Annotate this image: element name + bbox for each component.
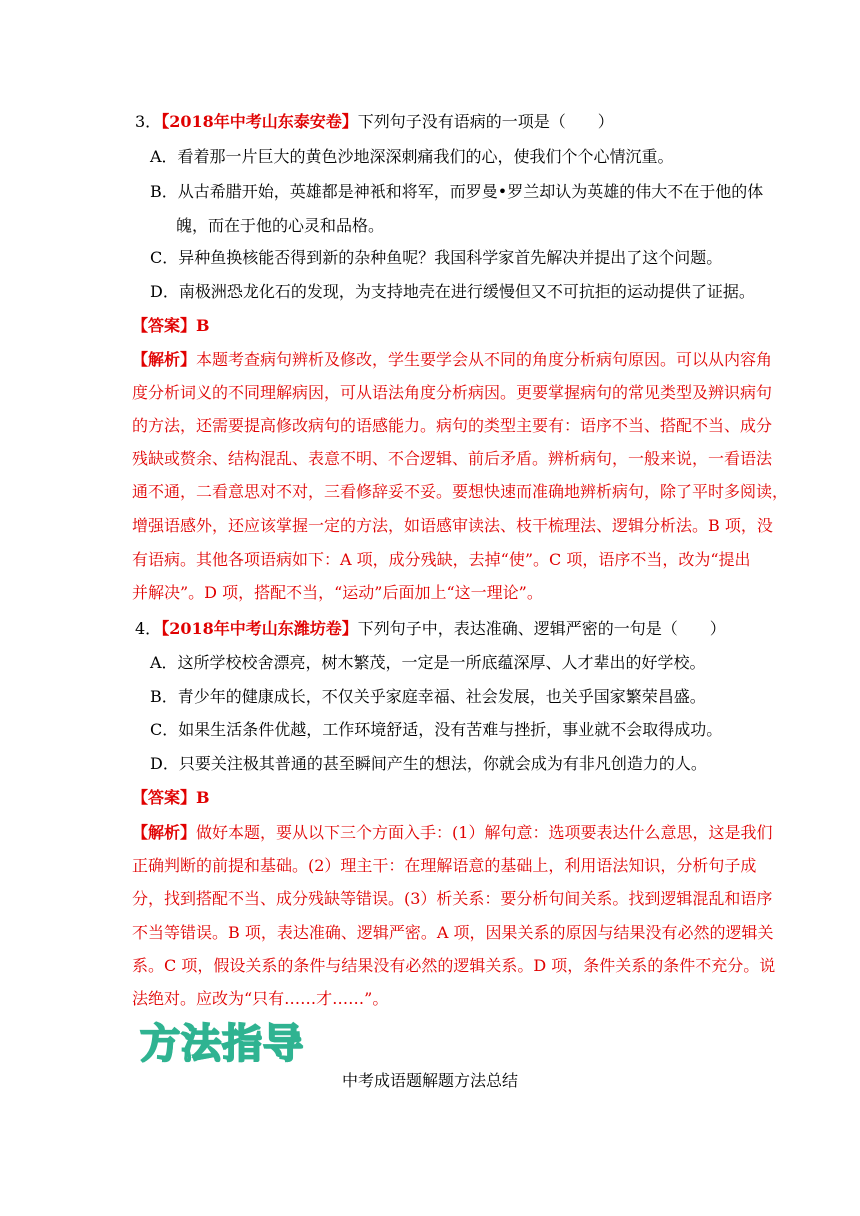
analysis-line: 系。C 项，假设关系的条件与结果没有必然的逻辑关系。D 项，条件关系的条件不充分。说 [132, 956, 776, 975]
question-3-stem [135, 112, 614, 132]
section-title: 中考成语题解题方法总结 [341, 1071, 518, 1090]
option-a: A．这所学校校舍漂亮，树木繁茂，一定是一所底蕴深厚、人才辈出的好学校。 [150, 653, 706, 672]
question-4-stem [135, 619, 726, 639]
option-a: A．看着那一片巨大的黄色沙地深深刺痛我们的心，使我们个个心情沉重。 [150, 147, 674, 166]
analysis-line: 【解析】本题考查病句辨析及修改，学生要学会从不同的角度分析病句原因。可以从内容角 [132, 350, 773, 369]
analysis-line: 法绝对。应改为“只有……才……”。 [132, 989, 389, 1008]
option-b: B．青少年的健康成长，不仅关乎家庭幸福、社会发展，也关乎国家繁荣昌盛。 [150, 687, 706, 706]
option-b: B．从古希腊开始，英雄都是神衹和将军，而罗曼•罗兰却认为英雄的伟大不在于他的体 [150, 182, 764, 201]
question-number: 3． [135, 112, 162, 131]
question-number: 4． [135, 619, 162, 638]
answer: 【答案】B [132, 316, 210, 335]
question-source: 【2018年中考山东泰安卷】 [161, 112, 358, 131]
analysis-line: 不当等错误。B 项，表达准确、逻辑严密。A 项，因果关系的原因与结果没有必然的逻辑关 [132, 923, 774, 942]
option-b-continuation: 魄，而在于他的心灵和品格。 [176, 216, 385, 235]
option-d: D．只要关注极其普通的甚至瞬间产生的想法，你就会成为有非凡创造力的人。 [150, 754, 707, 773]
analysis-line: 增强语感外，还应该掌握一定的方法，如语感审读法、枝干梳理法、逻辑分析法。B 项，没 [132, 516, 773, 535]
analysis-line: 【解析】做好本题，要从以下三个方面入手：(1）解句意：选项要表达什么意思，这是我们 [132, 823, 773, 842]
analysis-line: 正确判断的前提和基础。(2）理主干：在理解语意的基础上，利用语法知识，分析句子成 [132, 856, 757, 875]
method-heading: 方法指导 [140, 1021, 304, 1067]
question-text: 下列句子没有语病的一项是（ ） [357, 112, 614, 131]
question-text: 下列句子中，表达准确、逻辑严密的一句是（ ） [357, 619, 726, 638]
analysis-line: 有语病。其他各项语病如下：A 项，成分残缺，去掉“使”。C 项，语序不当，改为“提出 [132, 550, 751, 569]
analysis-label: 【解析】 [132, 350, 197, 369]
option-d: D．南极洲恐龙化石的发现，为支持地壳在进行缓慢但又不可抗拒的运动提供了证据。 [150, 282, 755, 301]
option-c: C．如果生活条件优越，工作环境舒适，没有苦难与挫折，事业就不会取得成功。 [150, 720, 723, 739]
analysis-line: 度分析词义的不同理解病因，可从语法角度分析病因。更要掌握病句的常见类型及辨识病句 [132, 383, 773, 402]
analysis-line: 分，找到搭配不当、成分残缺等错误。(3）析关系：要分析句间关系。找到逻辑混乱和语序 [132, 889, 773, 908]
analysis-line: 的方法，还需要提高修改病句的语感能力。病句的类型主要有：语序不当、搭配不当、成分 [132, 416, 773, 435]
analysis-line: 通不通，二看意思对不对，三看修辞妥不妥。要想快速而准确地辨析病句，除了平时多阅读， [132, 482, 789, 501]
analysis-line: 残缺或赘余、结构混乱、表意不明、不合逻辑、前后矛盾。辨析病句，一般来说，一看语法 [132, 449, 773, 468]
option-c: C．异种鱼换核能否得到新的杂种鱼呢？我国科学家首先解决并提出了这个问题。 [150, 248, 723, 267]
analysis-line: 并解决”。D 项，搭配不当，“运动”后面加上“这一理论”。 [132, 583, 543, 602]
answer: 【答案】B [132, 788, 210, 807]
analysis-label: 【解析】 [132, 823, 197, 842]
question-source: 【2018年中考山东潍坊卷】 [161, 619, 358, 638]
